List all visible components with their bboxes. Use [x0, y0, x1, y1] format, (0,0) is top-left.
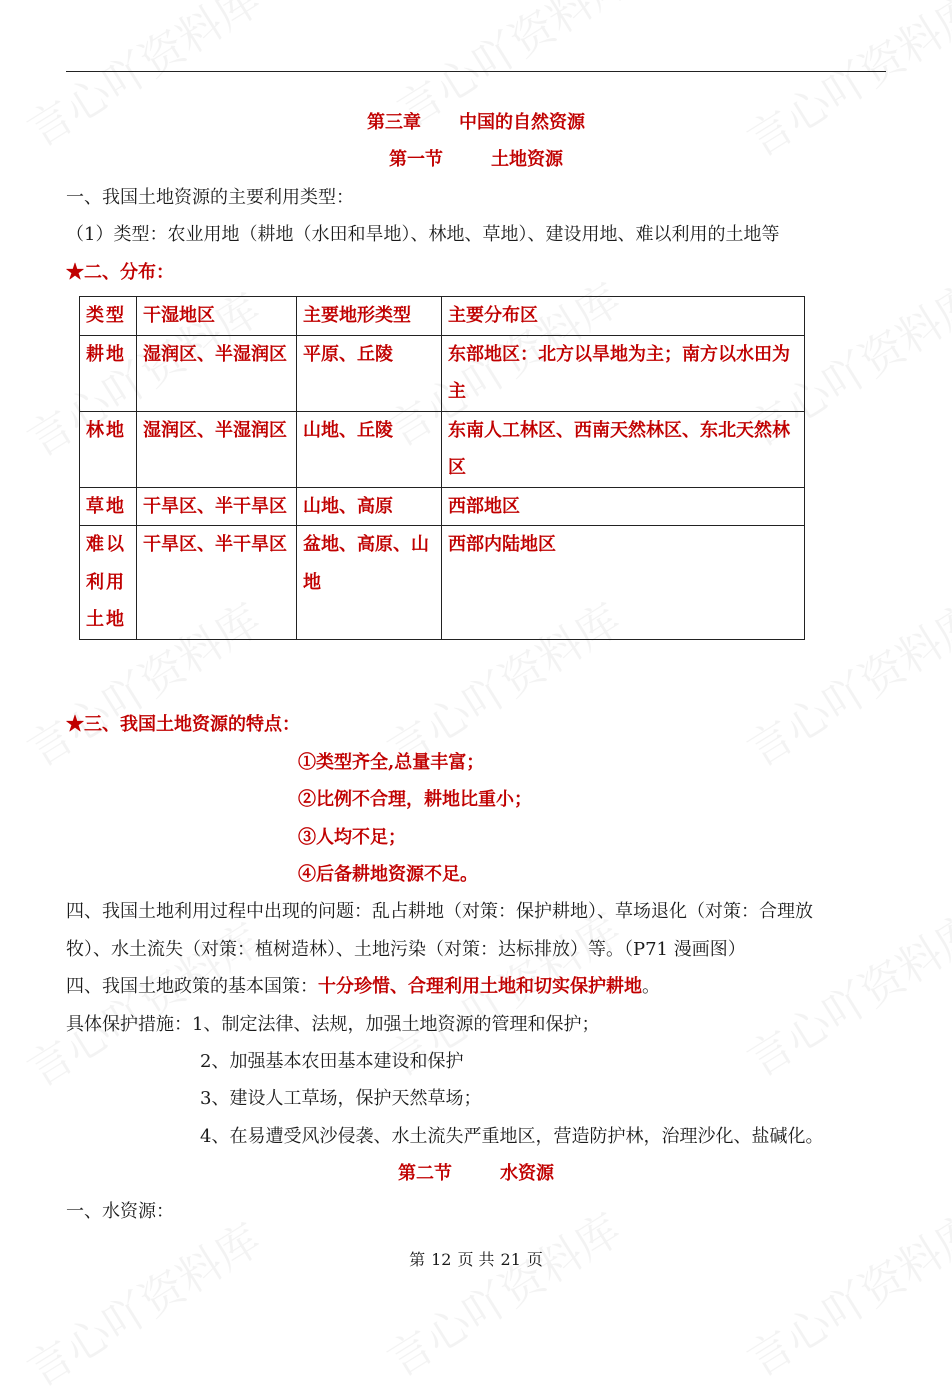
- policy-suffix: 。: [642, 976, 660, 997]
- table-row: [80, 411, 805, 487]
- section2-number: 第二节: [398, 1163, 452, 1184]
- watermark: [13, 0, 271, 159]
- page-footer: [0, 1247, 952, 1270]
- section2-title: [0, 1162, 952, 1186]
- table-cell: 平原、丘陵: [297, 335, 442, 411]
- watermark: [733, 0, 952, 169]
- measure-item: 2、加强基本农田基本建设和保护: [200, 1051, 464, 1072]
- section2-name: 水资源: [500, 1163, 554, 1184]
- chapter-title: [0, 111, 952, 135]
- table-cell: 山地、丘陵: [297, 411, 442, 487]
- table-header-row: [80, 297, 805, 336]
- table-cell: 盆地、高原、山地: [297, 526, 442, 640]
- page-total: 21: [500, 1250, 521, 1269]
- table-cell: 难以利用土地: [80, 526, 137, 640]
- table-cell: 耕地: [80, 335, 137, 411]
- table-cell: 山地、高原: [297, 487, 442, 526]
- problems-line: 四、我国土地利用过程中出现的问题：乱占耕地（对策：保护耕地）、草场退化（对策：合理放: [66, 901, 813, 922]
- measure-item: 4、在易遭受风沙侵袭、水土流失严重地区，营造防护林，治理沙化、盐碱化。: [200, 1126, 824, 1147]
- chapter-number: 第三章: [367, 112, 421, 133]
- table-cell: 林地: [80, 411, 137, 487]
- section-name: 土地资源: [491, 149, 563, 170]
- footer-prefix: 第: [409, 1250, 426, 1269]
- watermark: [373, 1195, 631, 1389]
- footer-suffix: 页: [526, 1250, 543, 1269]
- watermark: [13, 1205, 271, 1399]
- measures-prefix: 具体保护措施：: [66, 1014, 192, 1035]
- footer-middle: 页 共: [457, 1250, 495, 1269]
- measures-line: [66, 1013, 599, 1037]
- chapter-name: 中国的自然资源: [459, 112, 585, 133]
- page-number: 12: [431, 1250, 452, 1269]
- table-cell: 干旱区、半干旱区: [137, 526, 297, 640]
- part3-heading: ★三、我国土地资源的特点：: [66, 714, 300, 735]
- distribution-table: [79, 296, 805, 640]
- table-cell: 湿润区、半湿润区: [137, 335, 297, 411]
- feature-item: ③人均不足；: [298, 827, 406, 848]
- table-cell: 西部地区: [442, 487, 805, 526]
- measure-item: 1、制定法律、法规，加强土地资源的管理和保护；: [192, 1014, 600, 1035]
- section2-subheading: 一、水资源：: [66, 1201, 174, 1222]
- table-cell: 湿润区、半湿润区: [137, 411, 297, 487]
- section-title: [0, 148, 952, 172]
- watermark: [733, 895, 952, 1089]
- table-row: [80, 526, 805, 640]
- table-cell: 西部内陆地区: [442, 526, 805, 640]
- watermark: [733, 1195, 952, 1389]
- table-cell: 东部地区：北方以旱地为主；南方以水田为主: [442, 335, 805, 411]
- section-number: 第一节: [389, 149, 443, 170]
- policy-text: 十分珍惜、合理利用土地和切实保护耕地: [318, 976, 642, 997]
- part2-heading: ★二、分布：: [66, 262, 174, 283]
- table-row: [80, 335, 805, 411]
- measure-item: 3、建设人工草场，保护天然草场；: [200, 1088, 482, 1109]
- problems-line: 牧）、水土流失（对策：植树造林）、土地污染（对策：达标排放）等。（P71 漫画图）: [66, 939, 746, 960]
- table-header-cell: 主要分布区: [442, 297, 805, 336]
- feature-item: ④后备耕地资源不足。: [298, 864, 478, 885]
- table-row: [80, 487, 805, 526]
- table-cell: 东南人工林区、西南天然林区、东北天然林区: [442, 411, 805, 487]
- header-rule: [66, 71, 886, 72]
- table-cell: 草地: [80, 487, 137, 526]
- table-header-cell: 类型: [80, 297, 137, 336]
- policy-prefix: 四、我国土地政策的基本国策：: [66, 976, 318, 997]
- policy-line: [66, 975, 660, 999]
- feature-item: ①类型齐全,总量丰富；: [298, 752, 485, 773]
- land-types: （1）类型：农业用地（耕地（水田和旱地）、林地、草地）、建设用地、难以利用的土地等: [66, 224, 780, 245]
- table-header-cell: 干湿地区: [137, 297, 297, 336]
- table-cell: 干旱区、半干旱区: [137, 487, 297, 526]
- feature-item: ②比例不合理，耕地比重小；: [298, 789, 532, 810]
- part1-heading: 一、我国土地资源的主要利用类型：: [66, 187, 354, 208]
- table-header-cell: 主要地形类型: [297, 297, 442, 336]
